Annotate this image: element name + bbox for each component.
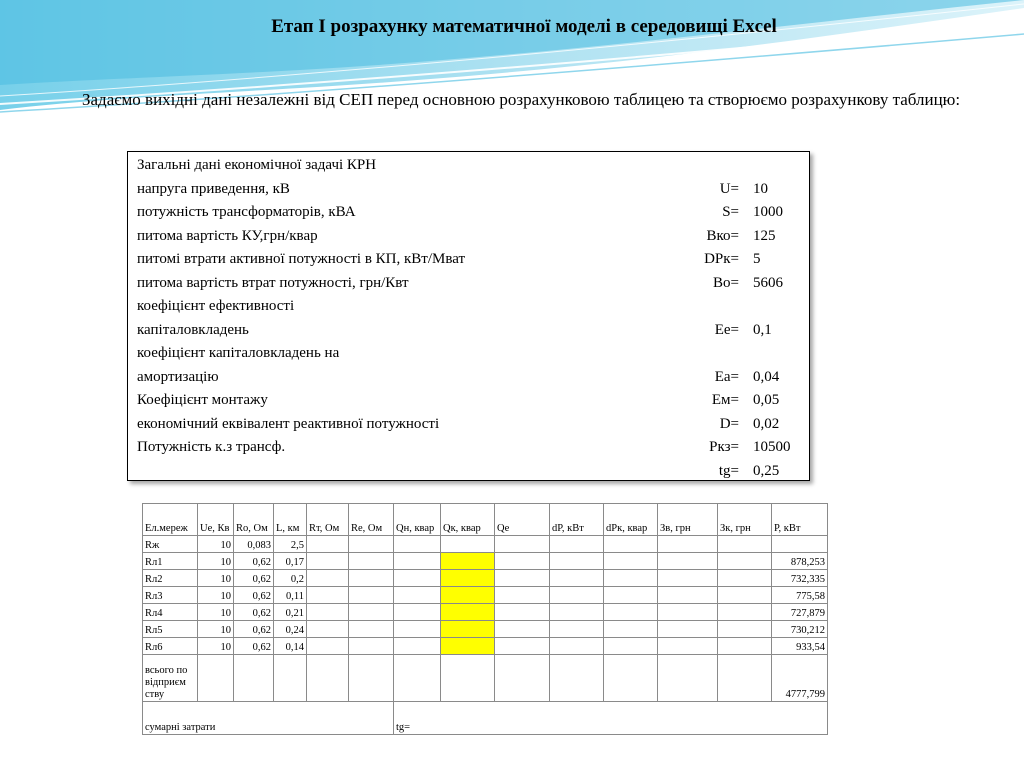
cell-zk <box>718 621 772 638</box>
param-symbol: Во= <box>713 274 739 291</box>
cell-qn <box>394 553 441 570</box>
cell-qn <box>394 587 441 604</box>
param-value: 0,1 <box>753 321 772 338</box>
cell-zk <box>718 604 772 621</box>
param-label: питома вартість втрат потужності, грн/Квт <box>137 274 409 291</box>
cell-ro: 0,62 <box>234 604 274 621</box>
cell-power: 933,54 <box>772 638 828 655</box>
param-value: 10500 <box>753 439 791 455</box>
cell-network: Rл3 <box>143 587 198 604</box>
cell-ue: 10 <box>198 638 234 655</box>
param-symbol: U= <box>719 180 739 197</box>
cell-length: 0,11 <box>274 587 307 604</box>
cell-qk <box>441 553 495 570</box>
cell-ue: 10 <box>198 604 234 621</box>
cell-qe <box>495 621 550 638</box>
cell-dp <box>550 570 604 587</box>
cell-re <box>349 587 394 604</box>
param-value: 0,02 <box>753 415 780 432</box>
cell-length: 2,5 <box>274 536 307 553</box>
cell-dp <box>550 604 604 621</box>
cell-qk <box>441 570 495 587</box>
param-value: 10 <box>753 180 768 197</box>
param-symbol: Еа= <box>714 368 739 385</box>
param-label: напруга приведення, кВ <box>137 180 290 197</box>
cell-power: 730,212 <box>772 621 828 638</box>
cell-dpk <box>604 536 658 553</box>
cell-dp <box>550 587 604 604</box>
table-row <box>143 570 828 587</box>
cell-qn <box>394 570 441 587</box>
param-label: економічний еквівалент реактивної потужності <box>137 415 440 432</box>
param-row <box>128 436 809 460</box>
cell-qk <box>441 587 495 604</box>
cell-qe <box>495 587 550 604</box>
cell-power: 727,879 <box>772 604 828 621</box>
cell-zk <box>718 570 772 587</box>
cell-ue: 10 <box>198 536 234 553</box>
col-header: Qн, квар <box>394 504 441 536</box>
total-costs-label: сумарні затрати <box>143 702 394 735</box>
cell-length: 0,21 <box>274 604 307 621</box>
cell-dpk <box>604 570 658 587</box>
subtotal-label: всього по відприєм ству <box>143 655 198 702</box>
col-header: Qк, квар <box>441 504 495 536</box>
cell-network: Rл2 <box>143 570 198 587</box>
param-row <box>128 201 809 225</box>
col-header: Ue, Кв <box>198 504 234 536</box>
cell-qk <box>441 604 495 621</box>
cell-zk <box>718 536 772 553</box>
cell-power: 878,253 <box>772 553 828 570</box>
table-row <box>143 621 828 638</box>
param-label: коефіцієнт капіталовкладень на <box>137 345 340 361</box>
slide-title: Етап I розрахунку математичної моделі в середовищі Excel <box>271 16 777 37</box>
cell-rt <box>307 604 349 621</box>
param-row <box>128 366 809 390</box>
cell-re <box>349 553 394 570</box>
table-row <box>143 553 828 570</box>
cell-zk <box>718 587 772 604</box>
parameters-table <box>127 151 810 481</box>
cell-dp <box>550 621 604 638</box>
param-label: потужність трансформаторів, кВА <box>137 204 356 220</box>
param-value: 5 <box>753 251 761 267</box>
cell-zk <box>718 638 772 655</box>
cell-rt <box>307 587 349 604</box>
cell-rt <box>307 638 349 655</box>
param-row <box>128 225 809 249</box>
cell-rt <box>307 570 349 587</box>
param-row <box>128 295 809 319</box>
param-row <box>128 413 809 437</box>
param-value: 0,25 <box>753 462 780 479</box>
cell-qk <box>441 638 495 655</box>
table-row <box>143 536 828 553</box>
subtotal-power: 4777,799 <box>772 655 828 702</box>
param-symbol: Ркз= <box>709 439 739 455</box>
cell-rt <box>307 621 349 638</box>
cell-dpk <box>604 638 658 655</box>
param-symbol: tg= <box>718 462 739 479</box>
cell-dpk <box>604 587 658 604</box>
cell-re <box>349 638 394 655</box>
total-costs-row <box>143 702 828 735</box>
cell-re <box>349 536 394 553</box>
cell-qe <box>495 638 550 655</box>
cell-ue: 10 <box>198 621 234 638</box>
col-header: Ro, Ом <box>234 504 274 536</box>
param-row <box>128 178 809 202</box>
col-header: dP, кВт <box>550 504 604 536</box>
cell-dpk <box>604 553 658 570</box>
cell-qk <box>441 621 495 638</box>
param-label: Потужність к.з трансф. <box>137 439 286 455</box>
col-header: Зв, грн <box>658 504 718 536</box>
table-row <box>143 638 828 655</box>
param-symbol: Вко= <box>706 227 739 244</box>
param-symbol: S= <box>722 204 739 220</box>
cell-length: 0,2 <box>274 570 307 587</box>
cell-zv <box>658 553 718 570</box>
cell-zv <box>658 638 718 655</box>
table-row <box>143 587 828 604</box>
param-symbol: Ем= <box>711 392 739 408</box>
cell-qn <box>394 621 441 638</box>
cell-dp <box>550 553 604 570</box>
param-symbol: DPк= <box>704 251 739 267</box>
param-row <box>128 319 809 343</box>
cell-dp <box>550 536 604 553</box>
param-value: 0,04 <box>753 368 780 385</box>
param-label: капіталовкладень <box>137 321 249 338</box>
cell-network: Rж <box>143 536 198 553</box>
params-header-row <box>128 154 809 178</box>
param-row <box>128 248 809 272</box>
col-header: Re, Ом <box>349 504 394 536</box>
cell-network: Rл4 <box>143 604 198 621</box>
cell-power <box>772 536 828 553</box>
param-value: 1000 <box>753 204 783 220</box>
param-row <box>128 342 809 366</box>
subtotal-row <box>143 655 828 702</box>
param-symbol: D= <box>719 415 739 432</box>
param-value: 125 <box>753 227 776 244</box>
col-header: L, км <box>274 504 307 536</box>
col-header: Р, кВт <box>772 504 828 536</box>
cell-zv <box>658 621 718 638</box>
cell-ro: 0,62 <box>234 570 274 587</box>
total-tg-label: tg= <box>394 702 828 735</box>
cell-qn <box>394 536 441 553</box>
cell-re <box>349 621 394 638</box>
cell-qe <box>495 536 550 553</box>
cell-ro: 0,083 <box>234 536 274 553</box>
cell-qe <box>495 570 550 587</box>
cell-ro: 0,62 <box>234 553 274 570</box>
cell-zv <box>658 536 718 553</box>
cell-ue: 10 <box>198 570 234 587</box>
cell-dp <box>550 638 604 655</box>
table-row <box>143 604 828 621</box>
col-header: Qe <box>495 504 550 536</box>
param-label: питомі втрати активної потужності в КП, кВт/Мват <box>137 251 466 267</box>
cell-zv <box>658 587 718 604</box>
param-row <box>128 272 809 296</box>
col-header: Зк, грн <box>718 504 772 536</box>
cell-zv <box>658 604 718 621</box>
col-header: Rт, Ом <box>307 504 349 536</box>
cell-length: 0,14 <box>274 638 307 655</box>
params-header: Загальні дані економічної задачі КРН <box>137 157 377 173</box>
cell-re <box>349 570 394 587</box>
cell-rt <box>307 553 349 570</box>
intro-text: Задаємо вихідні дані незалежні від СЕП перед основною розрахунковою таблицею та створюємо розрахункову таблицю: <box>82 90 961 109</box>
cell-dpk <box>604 621 658 638</box>
param-label: амортизацію <box>137 368 219 385</box>
cell-qe <box>495 553 550 570</box>
param-row <box>128 389 809 413</box>
cell-qn <box>394 604 441 621</box>
cell-length: 0,17 <box>274 553 307 570</box>
cell-dpk <box>604 604 658 621</box>
cell-network: Rл1 <box>143 553 198 570</box>
param-label: питома вартість КУ,грн/квар <box>137 227 318 244</box>
cell-ro: 0,62 <box>234 638 274 655</box>
cell-network: Rл6 <box>143 638 198 655</box>
cell-ue: 10 <box>198 587 234 604</box>
cell-zk <box>718 553 772 570</box>
param-label: коефіцієнт ефективності <box>137 298 295 314</box>
cell-network: Rл5 <box>143 621 198 638</box>
cell-ro: 0,62 <box>234 587 274 604</box>
cell-ue: 10 <box>198 553 234 570</box>
param-label: Коефіцієнт монтажу <box>137 392 268 408</box>
cell-power: 775,58 <box>772 587 828 604</box>
cell-power: 732,335 <box>772 570 828 587</box>
cell-re <box>349 604 394 621</box>
cell-ro: 0,62 <box>234 621 274 638</box>
col-header: Ел.мереж <box>143 504 198 536</box>
cell-length: 0,24 <box>274 621 307 638</box>
cell-qn <box>394 638 441 655</box>
table-header-row <box>143 504 828 536</box>
param-value: 5606 <box>753 274 783 291</box>
col-header: dPк, квар <box>604 504 658 536</box>
param-symbol: Ее= <box>714 321 739 338</box>
cell-qk <box>441 536 495 553</box>
cell-rt <box>307 536 349 553</box>
cell-qe <box>495 604 550 621</box>
calculation-table <box>142 503 828 735</box>
param-row <box>128 460 809 484</box>
cell-zv <box>658 570 718 587</box>
param-value: 0,05 <box>753 392 780 408</box>
